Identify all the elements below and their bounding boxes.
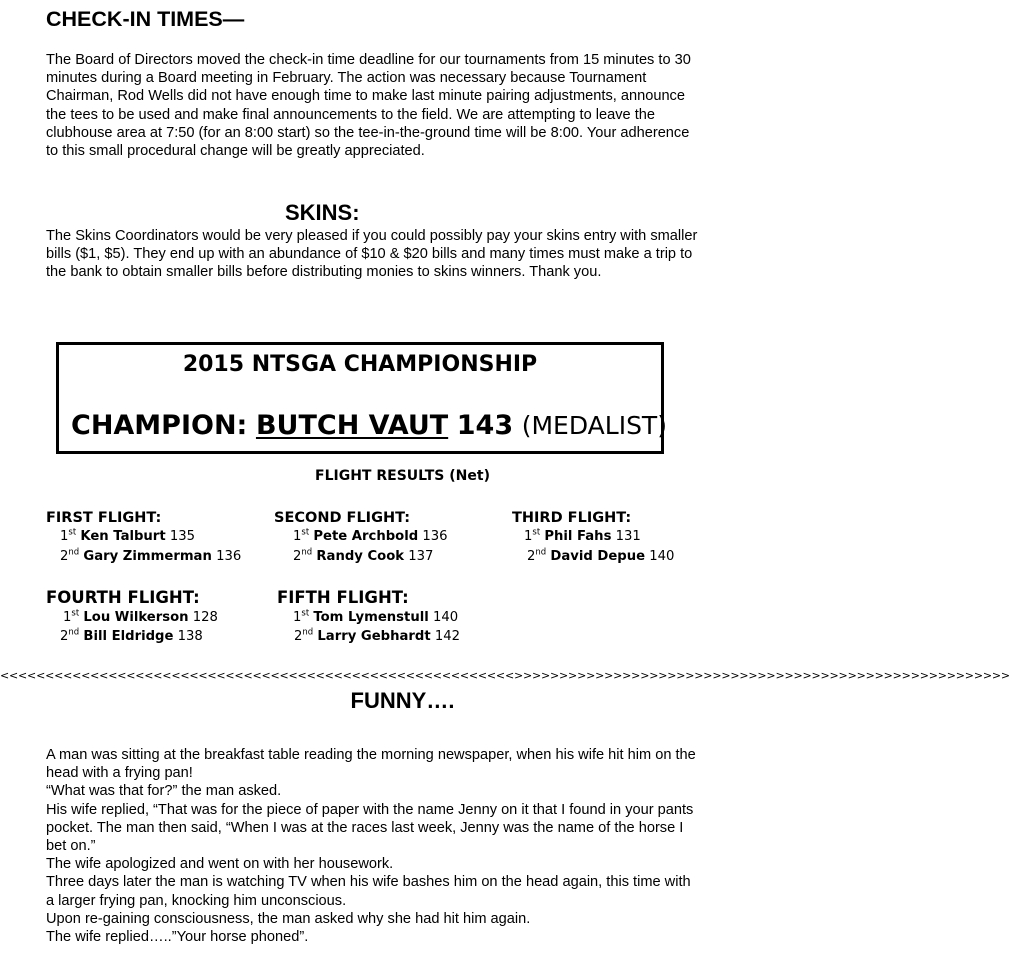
place-suffix: nd: [68, 547, 80, 558]
player-name: Pete Archbold: [313, 529, 419, 544]
place-suffix: st: [68, 527, 77, 538]
player-name: Lou Wilkerson: [83, 610, 189, 625]
flight-first: [46, 509, 241, 567]
flight-title: SECOND FLIGHT:: [274, 510, 411, 526]
funny-heading: FUNNY….: [350, 688, 455, 713]
player-score: 140: [649, 549, 675, 564]
player-score: 137: [408, 549, 434, 564]
champion-note: (MEDALIST): [521, 411, 667, 440]
champion-label: CHAMPION:: [71, 410, 248, 441]
flight-fifth: [277, 588, 460, 647]
player-name: Gary Zimmerman: [83, 549, 212, 564]
place-ordinal: 1: [63, 610, 72, 625]
player-score: 142: [434, 629, 461, 644]
flight-place: [274, 547, 448, 567]
player-score: 135: [169, 529, 195, 544]
flight-results-heading: FLIGHT RESULTS (Net): [315, 468, 490, 484]
place-ordinal: 1: [60, 529, 69, 544]
player-name: Tom Lymenstull: [313, 610, 429, 625]
player-score: 128: [192, 610, 218, 625]
place-suffix: st: [532, 527, 541, 538]
championship-title: 2015 NTSGA CHAMPIONSHIP: [182, 352, 538, 377]
skins-paragraph: The Skins Coordinators would be very pleased if you could possibly pay your skins entry with smaller bills ($1, $5). They end up with an abundance of $10 & $20 bills and many times must make a trip to the bank to obtain smaller bills before distributing monies to skins winners. Thank you.: [46, 228, 698, 281]
championship-box: [56, 342, 667, 454]
player-score: 136: [422, 529, 448, 544]
place-suffix: st: [301, 608, 310, 619]
place-ordinal: 2: [527, 549, 536, 564]
player-score: 136: [216, 549, 242, 564]
player-name: David Depue: [550, 549, 646, 564]
place-ordinal: 1: [524, 529, 533, 544]
place-ordinal: 2: [294, 629, 303, 644]
place-suffix: nd: [68, 627, 80, 638]
flight-place: [512, 547, 674, 567]
checkin-heading: CHECK-IN TIMES—: [46, 7, 245, 31]
player-name: Ken Talburt: [80, 529, 166, 544]
flight-place: [277, 627, 460, 647]
place-suffix: st: [301, 527, 310, 538]
funny-story: A man was sitting at the breakfast table reading the morning newspaper, when his wife hit him on the head with a frying pan! “What was that for?” the man asked. His wife replied, “That was for the piece of paper with the name Jenny on it that I found in your pants pocket. The man then said, “When I was at the races last week, Jenny was the name of the horse I bet on.” The wife apologized and went on with her housework. Three days later the man is watching TV when his wife bashes him on the head again, this time with a larger frying pan, knocking him unconscious. Upon re-gaining consciousness, the man asked why she had hit him again. The wife replied…..”Your horse phoned”.: [46, 747, 696, 946]
flight-title: FIFTH FLIGHT:: [277, 588, 409, 607]
flight-place: [277, 608, 460, 628]
flight-second: [274, 509, 448, 567]
skins-heading: SKINS:: [285, 200, 360, 225]
place-ordinal: 1: [293, 529, 302, 544]
place-ordinal: 2: [60, 629, 69, 644]
champion-score: 143: [456, 410, 514, 441]
flight-place: [46, 608, 218, 628]
champion-name: BUTCH VAUT: [255, 410, 449, 441]
place-suffix: nd: [301, 547, 313, 558]
player-name: Randy Cook: [316, 549, 405, 564]
place-suffix: nd: [302, 627, 314, 638]
player-score: 140: [432, 610, 459, 625]
flight-title: FIRST FLIGHT:: [46, 510, 162, 526]
flight-place: [512, 527, 674, 547]
place-suffix: nd: [535, 547, 547, 558]
place-ordinal: 2: [60, 549, 69, 564]
player-name: Phil Fahs: [544, 529, 612, 544]
player-score: 131: [615, 529, 641, 544]
flight-title: THIRD FLIGHT:: [512, 510, 632, 526]
flight-place: [274, 527, 448, 547]
flight-place: [46, 627, 218, 647]
player-score: 138: [177, 629, 203, 644]
flight-place: [46, 527, 241, 547]
place-suffix: st: [71, 608, 80, 619]
player-name: Bill Eldridge: [83, 629, 174, 644]
flight-third: [512, 509, 674, 567]
flight-title: FOURTH FLIGHT:: [46, 588, 200, 607]
flight-fourth: [46, 588, 218, 647]
flight-place: [46, 547, 241, 567]
player-name: Larry Gebhardt: [317, 629, 431, 644]
place-ordinal: 1: [293, 610, 302, 625]
checkin-paragraph: The Board of Directors moved the check-in time deadline for our tournaments from 15 minutes to 30 minutes during a Board meeting in February. The action was necessary because Tournament Chairman, Rod Wells did not have enough time to make last minute pairing adjustments, announce the tees to be used and make final announcements to the field. We are attempting to leave the clubhouse area at 7:50 (for an 8:00 start) so the tee-in-the-ground time will be 8:00. Your adherence to this small procedural change will be greatly appreciated.: [46, 52, 691, 160]
champion-line: [71, 410, 667, 441]
place-ordinal: 2: [293, 549, 302, 564]
section-divider: <<<<<<<<<<<<<<<<<<<<<<<<<<<<<<<<<<<<<<<<<<<<<<<<<<<<<<<<<>>>>>>>>>>>>>>>>>>>>>>>>>>>>>>>>>>>>>>>>>>>>>>>>>>>>>>>: [0, 669, 1010, 682]
